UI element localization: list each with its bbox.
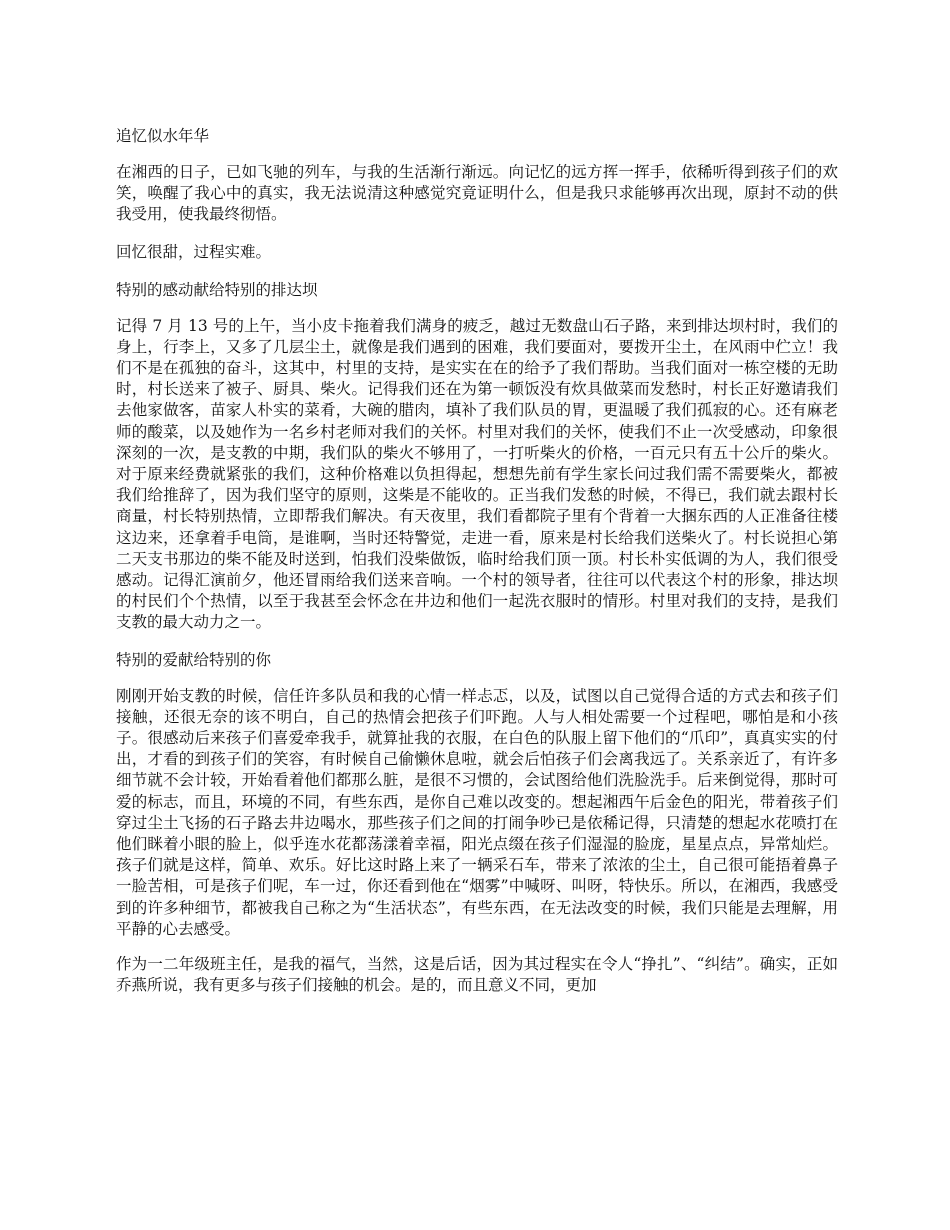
document-title: 追忆似水年华 (116, 127, 210, 145)
section1-heading: 特别的感动献给特别的排达坝 (116, 280, 318, 299)
document-page (116, 124, 838, 1011)
section2-heading: 特别的爱献给特别的你 (116, 650, 272, 669)
summary-line: 回忆很甜，过程实难。 (116, 242, 272, 261)
section2-paragraph-2: 作为一二年级班主任，是我的福气，当然，这是后话，因为其过程实在令人“挣扎”、“纠结”。确实，正如乔燕所说，我有更多与孩子们接触的机会。是的，而且意义不同，更加 (116, 955, 838, 995)
section2-paragraph-1: 刚刚开始支教的时候，信任许多队员和我的心情一样忐忑，以及，试图以自己觉得合适的方式去和孩子们接触，还很无奈的该不明白，自己的热情会把孩子们吓跑。人与人相处需要一个过程吧，哪怕是和小孩子。很感动后来孩子们喜爱牵我手，就算扯我的衣服，在白色的队服上留下他们的“爪印”，真真实实的付出，才看的到孩子们的笑容，有时候自己偷懒休息啦，就会后怕孩子们会离我远了。关系亲近了，有许多细节就不会计较，开始看着他们都那么脏，是很不习惯的，会试图给他们洗脸洗手。后来倒觉得，那时可爱的标志，而且，环境的不同，有些东西，是你自己难以改变的。想起湘西午后金色的阳光，带着孩子们穿过尘土飞扬的石子路去井边喝水，那些孩子们之间的打闹争吵已是依稀记得，只清楚的想起水花喷打在他们眯着小眼的脸上，似乎连水花都荡漾着幸福，阳光点缀在孩子们湿湿的脸庞，星星点点，异常灿烂。孩子们就是这样，简单、欢乐。好比这时路上来了一辆采石车，带来了浓浓的尘土，自己很可能捂着鼻子一脸苦相，可是孩子们呢，车一过，你还看到他在“烟雾”中喊呀、叫呀，特快乐。所以，在湘西，我感受到的许多种细节，都被我自己称之为“生活状态”，有些东西，在无法改变的时候，我们只能是去理解，用平静的心去感受。 (116, 686, 838, 938)
intro-paragraph: 在湘西的日子，已如飞驰的列车，与我的生活渐行渐远。向记忆的远方挥一挥手，依稀听得到孩子们的欢笑，唤醒了我心中的真实，我无法说清这种感觉究竟证明什么，但是我只求能够再次出现，原封不动的供我受用，使我最终彻悟。 (116, 163, 838, 224)
section1-paragraph: 记得 7 月 13 号的上午，当小皮卡拖着我们满身的疲乏，越过无数盘山石子路，来到排达坝村时，我们的身上，行李上，又多了几层尘土，就像是我们遇到的困难，我们要面对，要拨开尘土，在风雨中伫立！我们不是在孤独的奋斗，这其中，村里的支持，是实实在在的给予了我们帮助。当我们面对一栋空楼的无助时，村长送来了被子、厨具、柴火。记得我们还在为第一顿饭没有炊具做菜而发愁时，村长正好邀请我们去他家做客，苗家人朴实的菜肴，大碗的腊肉，填补了我们队员的胃，更温暖了我们孤寂的心。还有麻老师的酸菜，以及她作为一名乡村老师对我们的关怀。村里对我们的关怀，使我们不止一次受感动，印象很深刻的一次，是支教的中期，我们队的柴火不够用了，一打听柴火的价格，一百元只有五十公斤的柴火。对于原来经费就紧张的我们，这种价格难以负担得起，想想先前有学生家长问过我们需不需要柴火，都被我们给推辞了，因为我们坚守的原则，这柴是不能收的。正当我们发愁的时候，不得已，我们就去跟村长商量，村长特别热情，立即帮我们解决。有天夜里，我们看都院子里有个背着一大捆东西的人正准备往楼这边来，还拿着手电筒，是谁啊，当时还特警觉，走进一看，原来是村长给我们送柴火了。村长说担心第二天支书那边的柴不能及时送到，怕我们没柴做饭，临时给我们顶一顶。村长朴实低调的为人，我们很受感动。记得汇演前夕，他还冒雨给我们送来音响。一个村的领导者，往往可以代表这个村的形象，排达坝的村民们个个热情，以至于我甚至会怀念在井边和他们一起洗衣服时的情形。村里对我们的支持，是我们支教的最大动力之一。 (116, 316, 838, 632)
